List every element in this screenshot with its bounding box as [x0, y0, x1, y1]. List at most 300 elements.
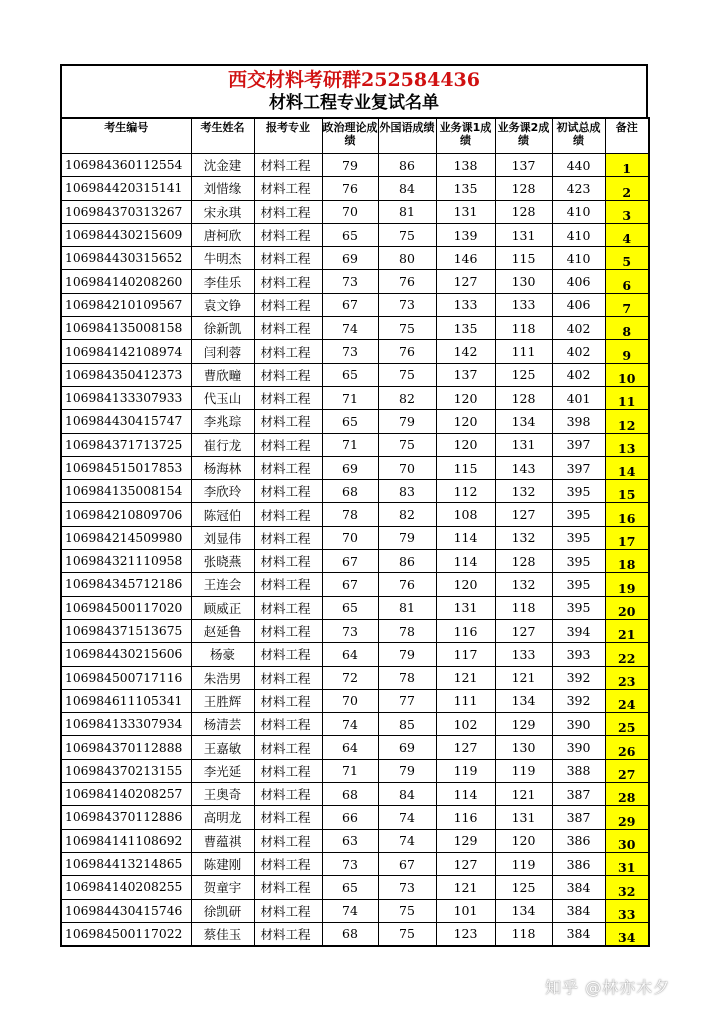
total-score-cell: 406 — [552, 270, 605, 293]
course2-score-cell: 125 — [495, 876, 552, 899]
politics-score-cell: 79 — [322, 154, 378, 177]
major-cell: 材料工程 — [254, 666, 322, 689]
candidate-id-cell: 106984430415746 — [61, 899, 191, 922]
note-cell: 31 — [605, 852, 649, 875]
note-cell: 32 — [605, 876, 649, 899]
course1-score-cell: 114 — [436, 526, 495, 549]
table-row — [61, 689, 649, 712]
candidate-name-cell: 杨清芸 — [191, 713, 254, 736]
table-row — [61, 270, 649, 293]
foreign-language-score-cell: 82 — [378, 503, 436, 526]
politics-score-cell: 69 — [322, 247, 378, 270]
table-row — [61, 410, 649, 433]
table-row — [61, 899, 649, 922]
course2-score-cell: 115 — [495, 247, 552, 270]
course2-score-cell: 128 — [495, 200, 552, 223]
table-row — [61, 643, 649, 666]
note-cell: 13 — [605, 433, 649, 456]
foreign-language-score-cell: 81 — [378, 596, 436, 619]
candidate-name-cell: 曹欣疃 — [191, 363, 254, 386]
course1-score-cell: 114 — [436, 550, 495, 573]
total-score-cell: 387 — [552, 806, 605, 829]
course2-score-cell: 133 — [495, 293, 552, 316]
politics-score-cell: 76 — [322, 177, 378, 200]
course1-score-cell: 115 — [436, 456, 495, 479]
note-cell: 33 — [605, 899, 649, 922]
candidate-name-cell: 代玉山 — [191, 386, 254, 409]
major-cell: 材料工程 — [254, 619, 322, 642]
candidate-id-cell: 106984140208257 — [61, 783, 191, 806]
politics-score-cell: 68 — [322, 480, 378, 503]
candidate-name-cell: 陈冠伯 — [191, 503, 254, 526]
politics-score-cell: 71 — [322, 386, 378, 409]
note-cell: 15 — [605, 480, 649, 503]
candidate-name-cell: 沈金建 — [191, 154, 254, 177]
total-score-cell: 395 — [552, 596, 605, 619]
foreign-language-score-cell: 75 — [378, 899, 436, 922]
course2-score-cell: 133 — [495, 643, 552, 666]
foreign-language-score-cell: 79 — [378, 759, 436, 782]
header-major: 报考专业 — [254, 118, 322, 154]
total-score-cell: 406 — [552, 293, 605, 316]
course1-score-cell: 135 — [436, 317, 495, 340]
total-score-cell: 423 — [552, 177, 605, 200]
candidate-name-cell: 王嘉敏 — [191, 736, 254, 759]
course1-score-cell: 127 — [436, 852, 495, 875]
note-cell: 9 — [605, 340, 649, 363]
course1-score-cell: 120 — [436, 386, 495, 409]
table-row — [61, 386, 649, 409]
note-cell: 17 — [605, 526, 649, 549]
candidate-name-cell: 崔行龙 — [191, 433, 254, 456]
candidate-table — [60, 117, 650, 947]
table-row — [61, 736, 649, 759]
politics-score-cell: 73 — [322, 619, 378, 642]
major-cell: 材料工程 — [254, 876, 322, 899]
course2-score-cell: 134 — [495, 689, 552, 712]
candidate-id-cell: 106984321110958 — [61, 550, 191, 573]
candidate-id-cell: 106984214509980 — [61, 526, 191, 549]
major-cell: 材料工程 — [254, 573, 322, 596]
table-row — [61, 596, 649, 619]
course1-score-cell: 131 — [436, 200, 495, 223]
header-candidate-name: 考生姓名 — [191, 118, 254, 154]
foreign-language-score-cell: 83 — [378, 480, 436, 503]
table-row — [61, 293, 649, 316]
total-score-cell: 395 — [552, 550, 605, 573]
course2-score-cell: 118 — [495, 922, 552, 946]
course2-score-cell: 134 — [495, 899, 552, 922]
candidate-name-cell: 曹蕴祺 — [191, 829, 254, 852]
table-row — [61, 480, 649, 503]
politics-score-cell: 65 — [322, 876, 378, 899]
foreign-language-score-cell: 82 — [378, 386, 436, 409]
note-cell: 2 — [605, 177, 649, 200]
table-row — [61, 200, 649, 223]
politics-score-cell: 70 — [322, 689, 378, 712]
politics-score-cell: 73 — [322, 340, 378, 363]
candidate-id-cell: 106984500717116 — [61, 666, 191, 689]
total-score-cell: 395 — [552, 503, 605, 526]
major-cell: 材料工程 — [254, 713, 322, 736]
course1-score-cell: 101 — [436, 899, 495, 922]
politics-score-cell: 67 — [322, 550, 378, 573]
total-score-cell: 402 — [552, 340, 605, 363]
total-score-cell: 384 — [552, 899, 605, 922]
candidate-name-cell: 唐柯欣 — [191, 223, 254, 246]
major-cell: 材料工程 — [254, 247, 322, 270]
course2-score-cell: 111 — [495, 340, 552, 363]
total-score-cell: 393 — [552, 643, 605, 666]
course1-score-cell: 121 — [436, 876, 495, 899]
table-row — [61, 247, 649, 270]
candidate-id-cell: 106984371513675 — [61, 619, 191, 642]
major-cell: 材料工程 — [254, 293, 322, 316]
foreign-language-score-cell: 76 — [378, 573, 436, 596]
major-cell: 材料工程 — [254, 223, 322, 246]
course2-score-cell: 121 — [495, 666, 552, 689]
course2-score-cell: 130 — [495, 736, 552, 759]
politics-score-cell: 65 — [322, 363, 378, 386]
politics-score-cell: 65 — [322, 410, 378, 433]
course1-score-cell: 146 — [436, 247, 495, 270]
course1-score-cell: 133 — [436, 293, 495, 316]
candidate-id-cell: 106984370112888 — [61, 736, 191, 759]
foreign-language-score-cell: 84 — [378, 177, 436, 200]
foreign-language-score-cell: 70 — [378, 456, 436, 479]
foreign-language-score-cell: 86 — [378, 154, 436, 177]
table-row — [61, 783, 649, 806]
table-row — [61, 340, 649, 363]
course1-score-cell: 135 — [436, 177, 495, 200]
major-cell: 材料工程 — [254, 363, 322, 386]
candidate-name-cell: 徐凯研 — [191, 899, 254, 922]
note-cell: 12 — [605, 410, 649, 433]
major-cell: 材料工程 — [254, 596, 322, 619]
major-cell: 材料工程 — [254, 643, 322, 666]
header-politics-score: 政治理论成绩 — [322, 118, 378, 154]
course1-score-cell: 138 — [436, 154, 495, 177]
note-cell: 19 — [605, 573, 649, 596]
major-cell: 材料工程 — [254, 433, 322, 456]
major-cell: 材料工程 — [254, 456, 322, 479]
candidate-name-cell: 杨豪 — [191, 643, 254, 666]
course2-score-cell: 131 — [495, 806, 552, 829]
header-candidate-id: 考生编号 — [61, 118, 191, 154]
note-cell: 20 — [605, 596, 649, 619]
total-score-cell: 401 — [552, 386, 605, 409]
course1-score-cell: 102 — [436, 713, 495, 736]
politics-score-cell: 73 — [322, 270, 378, 293]
course1-score-cell: 123 — [436, 922, 495, 946]
candidate-name-cell: 袁文铮 — [191, 293, 254, 316]
table-row — [61, 852, 649, 875]
candidate-name-cell: 高明龙 — [191, 806, 254, 829]
politics-score-cell: 66 — [322, 806, 378, 829]
total-score-cell: 402 — [552, 317, 605, 340]
major-cell: 材料工程 — [254, 806, 322, 829]
candidate-id-cell: 106984135008154 — [61, 480, 191, 503]
candidate-id-cell: 106984210809706 — [61, 503, 191, 526]
course1-score-cell: 119 — [436, 759, 495, 782]
candidate-id-cell: 106984430215609 — [61, 223, 191, 246]
candidate-id-cell: 106984370313267 — [61, 200, 191, 223]
course1-score-cell: 127 — [436, 270, 495, 293]
table-row — [61, 922, 649, 946]
foreign-language-score-cell: 79 — [378, 526, 436, 549]
course2-score-cell: 119 — [495, 759, 552, 782]
candidate-id-cell: 106984370213155 — [61, 759, 191, 782]
politics-score-cell: 71 — [322, 433, 378, 456]
table-body — [61, 154, 649, 947]
course2-score-cell: 143 — [495, 456, 552, 479]
foreign-language-score-cell: 84 — [378, 783, 436, 806]
foreign-language-score-cell: 78 — [378, 619, 436, 642]
foreign-language-score-cell: 76 — [378, 270, 436, 293]
total-score-cell: 410 — [552, 200, 605, 223]
politics-score-cell: 70 — [322, 200, 378, 223]
total-score-cell: 398 — [552, 410, 605, 433]
candidate-name-cell: 李兆琮 — [191, 410, 254, 433]
politics-score-cell: 68 — [322, 783, 378, 806]
candidate-name-cell: 杨海林 — [191, 456, 254, 479]
politics-score-cell: 70 — [322, 526, 378, 549]
total-score-cell: 410 — [552, 223, 605, 246]
header-total-score: 初试总成绩 — [552, 118, 605, 154]
candidate-name-cell: 闫利蓉 — [191, 340, 254, 363]
candidate-id-cell: 106984430215606 — [61, 643, 191, 666]
table-row — [61, 177, 649, 200]
table-row — [61, 759, 649, 782]
table-row — [61, 154, 649, 177]
title-block — [60, 64, 648, 117]
course2-score-cell: 128 — [495, 177, 552, 200]
politics-score-cell: 74 — [322, 713, 378, 736]
politics-score-cell: 67 — [322, 573, 378, 596]
note-cell: 18 — [605, 550, 649, 573]
note-cell: 25 — [605, 713, 649, 736]
foreign-language-score-cell: 74 — [378, 806, 436, 829]
foreign-language-score-cell: 75 — [378, 433, 436, 456]
foreign-language-score-cell: 77 — [378, 689, 436, 712]
politics-score-cell: 74 — [322, 899, 378, 922]
total-score-cell: 397 — [552, 456, 605, 479]
candidate-id-cell: 106984420315141 — [61, 177, 191, 200]
candidate-id-cell: 106984133307934 — [61, 713, 191, 736]
total-score-cell: 392 — [552, 666, 605, 689]
major-cell: 材料工程 — [254, 177, 322, 200]
foreign-language-score-cell: 80 — [378, 247, 436, 270]
major-cell: 材料工程 — [254, 410, 322, 433]
course2-score-cell: 128 — [495, 386, 552, 409]
politics-score-cell: 69 — [322, 456, 378, 479]
candidate-id-cell: 106984413214865 — [61, 852, 191, 875]
major-cell: 材料工程 — [254, 480, 322, 503]
foreign-language-score-cell: 73 — [378, 293, 436, 316]
candidate-id-cell: 106984135008158 — [61, 317, 191, 340]
candidate-id-cell: 106984370112886 — [61, 806, 191, 829]
total-score-cell: 386 — [552, 829, 605, 852]
table-row — [61, 666, 649, 689]
politics-score-cell: 73 — [322, 852, 378, 875]
table-row — [61, 619, 649, 642]
foreign-language-score-cell: 81 — [378, 200, 436, 223]
candidate-name-cell: 刘惜缘 — [191, 177, 254, 200]
major-cell: 材料工程 — [254, 386, 322, 409]
note-cell: 22 — [605, 643, 649, 666]
major-cell: 材料工程 — [254, 340, 322, 363]
candidate-id-cell: 106984430315652 — [61, 247, 191, 270]
header-note: 备注 — [605, 118, 649, 154]
candidate-name-cell: 赵延鲁 — [191, 619, 254, 642]
total-score-cell: 392 — [552, 689, 605, 712]
politics-score-cell: 65 — [322, 223, 378, 246]
major-cell: 材料工程 — [254, 736, 322, 759]
table-row — [61, 363, 649, 386]
note-cell: 14 — [605, 456, 649, 479]
candidate-id-cell: 106984500117022 — [61, 922, 191, 946]
note-cell: 27 — [605, 759, 649, 782]
politics-score-cell: 71 — [322, 759, 378, 782]
course1-score-cell: 121 — [436, 666, 495, 689]
major-cell: 材料工程 — [254, 689, 322, 712]
course2-score-cell: 118 — [495, 596, 552, 619]
candidate-name-cell: 顾威正 — [191, 596, 254, 619]
candidate-id-cell: 106984371713725 — [61, 433, 191, 456]
total-score-cell: 395 — [552, 480, 605, 503]
candidate-name-cell: 徐新凯 — [191, 317, 254, 340]
foreign-language-score-cell: 76 — [378, 340, 436, 363]
politics-score-cell: 65 — [322, 596, 378, 619]
course2-score-cell: 127 — [495, 619, 552, 642]
major-cell: 材料工程 — [254, 922, 322, 946]
total-score-cell: 388 — [552, 759, 605, 782]
total-score-cell: 395 — [552, 573, 605, 596]
table-header — [61, 118, 649, 154]
candidate-name-cell: 李光延 — [191, 759, 254, 782]
note-cell: 8 — [605, 317, 649, 340]
total-score-cell: 390 — [552, 736, 605, 759]
politics-score-cell: 63 — [322, 829, 378, 852]
note-cell: 34 — [605, 922, 649, 946]
table-row — [61, 573, 649, 596]
foreign-language-score-cell: 79 — [378, 410, 436, 433]
course2-score-cell: 130 — [495, 270, 552, 293]
group-title: 西交材料考研群252584436 — [228, 69, 480, 91]
candidate-name-cell: 陈建刚 — [191, 852, 254, 875]
candidate-id-cell: 106984141108692 — [61, 829, 191, 852]
total-score-cell: 402 — [552, 363, 605, 386]
foreign-language-score-cell: 86 — [378, 550, 436, 573]
table-row — [61, 713, 649, 736]
candidate-name-cell: 宋永琪 — [191, 200, 254, 223]
note-cell: 26 — [605, 736, 649, 759]
politics-score-cell: 67 — [322, 293, 378, 316]
major-cell: 材料工程 — [254, 317, 322, 340]
note-cell: 5 — [605, 247, 649, 270]
note-cell: 1 — [605, 154, 649, 177]
candidate-id-cell: 106984133307933 — [61, 386, 191, 409]
foreign-language-score-cell: 74 — [378, 829, 436, 852]
total-score-cell: 440 — [552, 154, 605, 177]
course2-score-cell: 119 — [495, 852, 552, 875]
candidate-id-cell: 106984142108974 — [61, 340, 191, 363]
header-course1-score: 业务课1成绩 — [436, 118, 495, 154]
course2-score-cell: 132 — [495, 573, 552, 596]
candidate-id-cell: 106984140208260 — [61, 270, 191, 293]
course1-score-cell: 112 — [436, 480, 495, 503]
candidate-name-cell: 王奥奇 — [191, 783, 254, 806]
total-score-cell: 384 — [552, 922, 605, 946]
candidate-id-cell: 106984210109567 — [61, 293, 191, 316]
foreign-language-score-cell: 67 — [378, 852, 436, 875]
foreign-language-score-cell: 75 — [378, 223, 436, 246]
major-cell: 材料工程 — [254, 852, 322, 875]
note-cell: 3 — [605, 200, 649, 223]
politics-score-cell: 68 — [322, 922, 378, 946]
course2-score-cell: 131 — [495, 433, 552, 456]
admission-list-sheet — [60, 64, 648, 947]
watermark: 知乎 @林亦木夕 — [545, 978, 671, 997]
candidate-name-cell: 张晓燕 — [191, 550, 254, 573]
course2-score-cell: 134 — [495, 410, 552, 433]
candidate-id-cell: 106984360112554 — [61, 154, 191, 177]
course2-score-cell: 127 — [495, 503, 552, 526]
course1-score-cell: 116 — [436, 619, 495, 642]
foreign-language-score-cell: 85 — [378, 713, 436, 736]
table-row — [61, 550, 649, 573]
politics-score-cell: 78 — [322, 503, 378, 526]
table-row — [61, 829, 649, 852]
major-cell: 材料工程 — [254, 503, 322, 526]
note-cell: 30 — [605, 829, 649, 852]
major-cell: 材料工程 — [254, 899, 322, 922]
header-foreign-language-score: 外国语成绩 — [378, 118, 436, 154]
candidate-id-cell: 106984611105341 — [61, 689, 191, 712]
candidate-id-cell: 106984350412373 — [61, 363, 191, 386]
candidate-name-cell: 王连会 — [191, 573, 254, 596]
note-cell: 4 — [605, 223, 649, 246]
course1-score-cell: 120 — [436, 573, 495, 596]
major-cell: 材料工程 — [254, 154, 322, 177]
candidate-id-cell: 106984500117020 — [61, 596, 191, 619]
candidate-name-cell: 贺童宇 — [191, 876, 254, 899]
candidate-name-cell: 王胜辉 — [191, 689, 254, 712]
major-cell: 材料工程 — [254, 200, 322, 223]
foreign-language-score-cell: 73 — [378, 876, 436, 899]
table-row — [61, 526, 649, 549]
foreign-language-score-cell: 79 — [378, 643, 436, 666]
header-course2-score: 业务课2成绩 — [495, 118, 552, 154]
course2-score-cell: 129 — [495, 713, 552, 736]
table-row — [61, 456, 649, 479]
course1-score-cell: 120 — [436, 433, 495, 456]
total-score-cell: 386 — [552, 852, 605, 875]
candidate-name-cell: 刘显伟 — [191, 526, 254, 549]
note-cell: 7 — [605, 293, 649, 316]
candidate-name-cell: 朱浩男 — [191, 666, 254, 689]
total-score-cell: 384 — [552, 876, 605, 899]
table-row — [61, 876, 649, 899]
course1-score-cell: 111 — [436, 689, 495, 712]
course1-score-cell: 108 — [436, 503, 495, 526]
course1-score-cell: 139 — [436, 223, 495, 246]
foreign-language-score-cell: 69 — [378, 736, 436, 759]
total-score-cell: 410 — [552, 247, 605, 270]
candidate-id-cell: 106984515017853 — [61, 456, 191, 479]
table-row — [61, 806, 649, 829]
major-cell: 材料工程 — [254, 829, 322, 852]
